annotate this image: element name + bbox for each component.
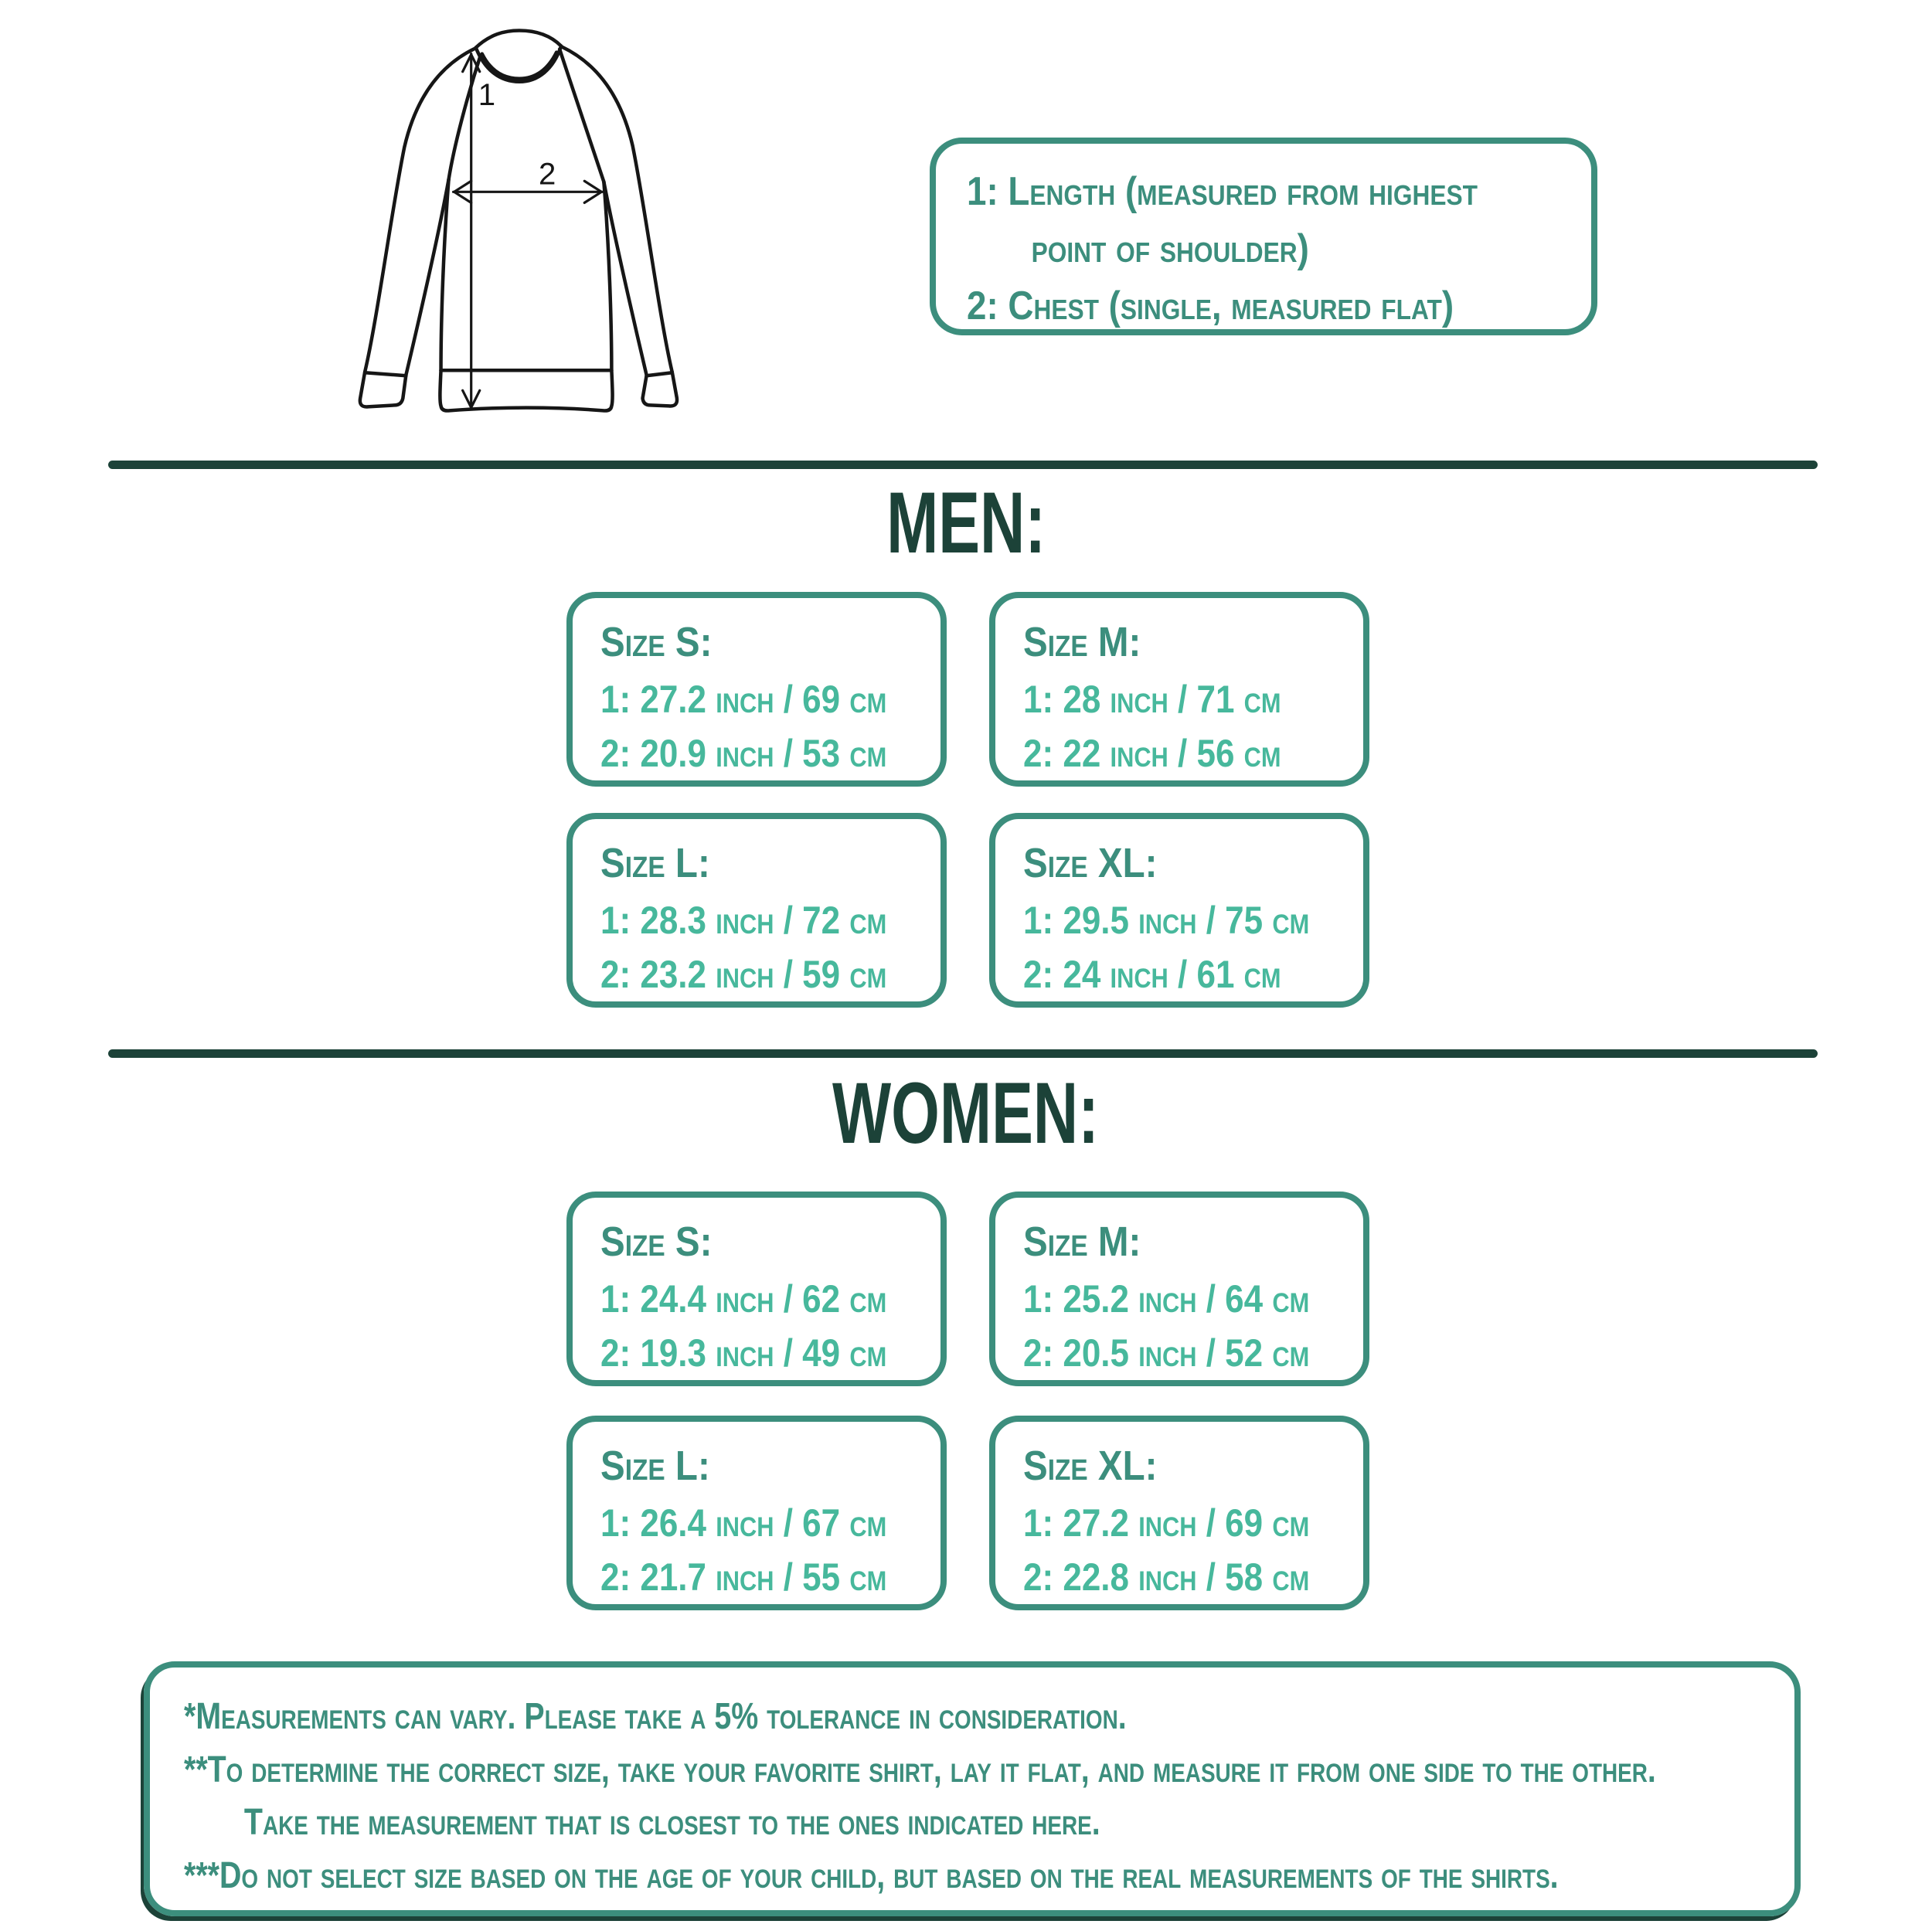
men-section-title-text: MEN: — [886, 474, 1046, 571]
length-arrow-label: 1 — [478, 76, 496, 112]
chest-value: 2: 19.3 inch / 49 cm — [600, 1331, 887, 1375]
chest-value: 2: 21.7 inch / 55 cm — [600, 1555, 887, 1599]
legend-line-length-cont: point of shoulder) — [1031, 226, 1309, 271]
men-size-xl-box — [989, 813, 1369, 1008]
footnote-determine-size: **To determine the correct size, take your favorite shirt, lay it flat, and measure it from one side to the other. — [184, 1749, 1656, 1790]
right-sleeve-outer — [562, 47, 672, 372]
size-label: Size L: — [600, 1443, 710, 1489]
women-section-title-text: WOMEN: — [832, 1065, 1100, 1161]
chest-arrow-label: 2 — [539, 156, 556, 192]
size-label: Size S: — [600, 619, 713, 665]
men-size-m-box — [989, 592, 1369, 787]
women-size-s-box — [566, 1192, 947, 1386]
women-size-l-box — [566, 1416, 947, 1610]
length-value: 1: 25.2 inch / 64 cm — [1023, 1277, 1310, 1321]
right-raglan-seam — [560, 49, 604, 182]
length-value: 1: 26.4 inch / 67 cm — [600, 1501, 887, 1545]
size-label: Size L: — [600, 840, 710, 886]
legend-line-chest: 2: Chest (single, measured flat) — [967, 283, 1454, 328]
men-size-s-box — [566, 592, 947, 787]
legend-line-length: 1: Length (measured from highest — [967, 169, 1478, 214]
left-cuff — [360, 372, 406, 406]
size-label: Size M: — [1023, 1219, 1141, 1265]
length-value: 1: 29.5 inch / 75 cm — [1023, 898, 1310, 942]
left-sleeve-outer — [365, 49, 475, 372]
footnote-tolerance: *Measurements can vary. Please take a 5% tolerance in consideration. — [184, 1696, 1127, 1737]
women-section-title — [0, 1065, 1932, 1161]
length-value: 1: 27.2 inch / 69 cm — [600, 677, 887, 721]
length-value: 1: 28.3 inch / 72 cm — [600, 898, 887, 942]
left-raglan-seam — [449, 56, 481, 180]
men-size-l-box — [566, 813, 947, 1008]
chest-value: 2: 23.2 inch / 59 cm — [600, 952, 887, 996]
footnotes-box — [144, 1661, 1801, 1916]
men-section-title — [0, 474, 1932, 571]
chest-value: 2: 20.5 inch / 52 cm — [1023, 1331, 1310, 1375]
size-label: Size XL: — [1023, 840, 1158, 886]
length-value: 1: 27.2 inch / 69 cm — [1023, 1501, 1310, 1545]
chest-value: 2: 20.9 inch / 53 cm — [600, 731, 887, 775]
chest-value: 2: 22 inch / 56 cm — [1023, 731, 1281, 775]
measurement-legend-box — [930, 138, 1597, 335]
size-label: Size XL: — [1023, 1443, 1158, 1489]
hem-band — [440, 370, 612, 410]
length-value: 1: 24.4 inch / 62 cm — [600, 1277, 887, 1321]
women-size-m-box — [989, 1192, 1369, 1386]
size-label: Size S: — [600, 1219, 713, 1265]
footnote-determine-size-cont: Take the measurement that is closest to the ones indicated here. — [243, 1802, 1100, 1844]
men-section-divider — [108, 461, 1818, 469]
right-cuff-top-line — [647, 372, 672, 376]
collar-top-line — [476, 31, 561, 48]
women-size-xl-box — [989, 1416, 1369, 1610]
length-value: 1: 28 inch / 71 cm — [1023, 677, 1281, 721]
size-label: Size M: — [1023, 619, 1141, 665]
women-section-divider — [108, 1049, 1818, 1058]
chest-value: 2: 22.8 inch / 58 cm — [1023, 1555, 1310, 1599]
shirt-measurement-diagram — [331, 22, 734, 435]
chest-value: 2: 24 inch / 61 cm — [1023, 952, 1281, 996]
left-cuff-top-line — [365, 372, 406, 376]
footnote-child-size: ***Do not select size based on the age of your child, but based on the real measurements of the shirts. — [184, 1855, 1559, 1896]
